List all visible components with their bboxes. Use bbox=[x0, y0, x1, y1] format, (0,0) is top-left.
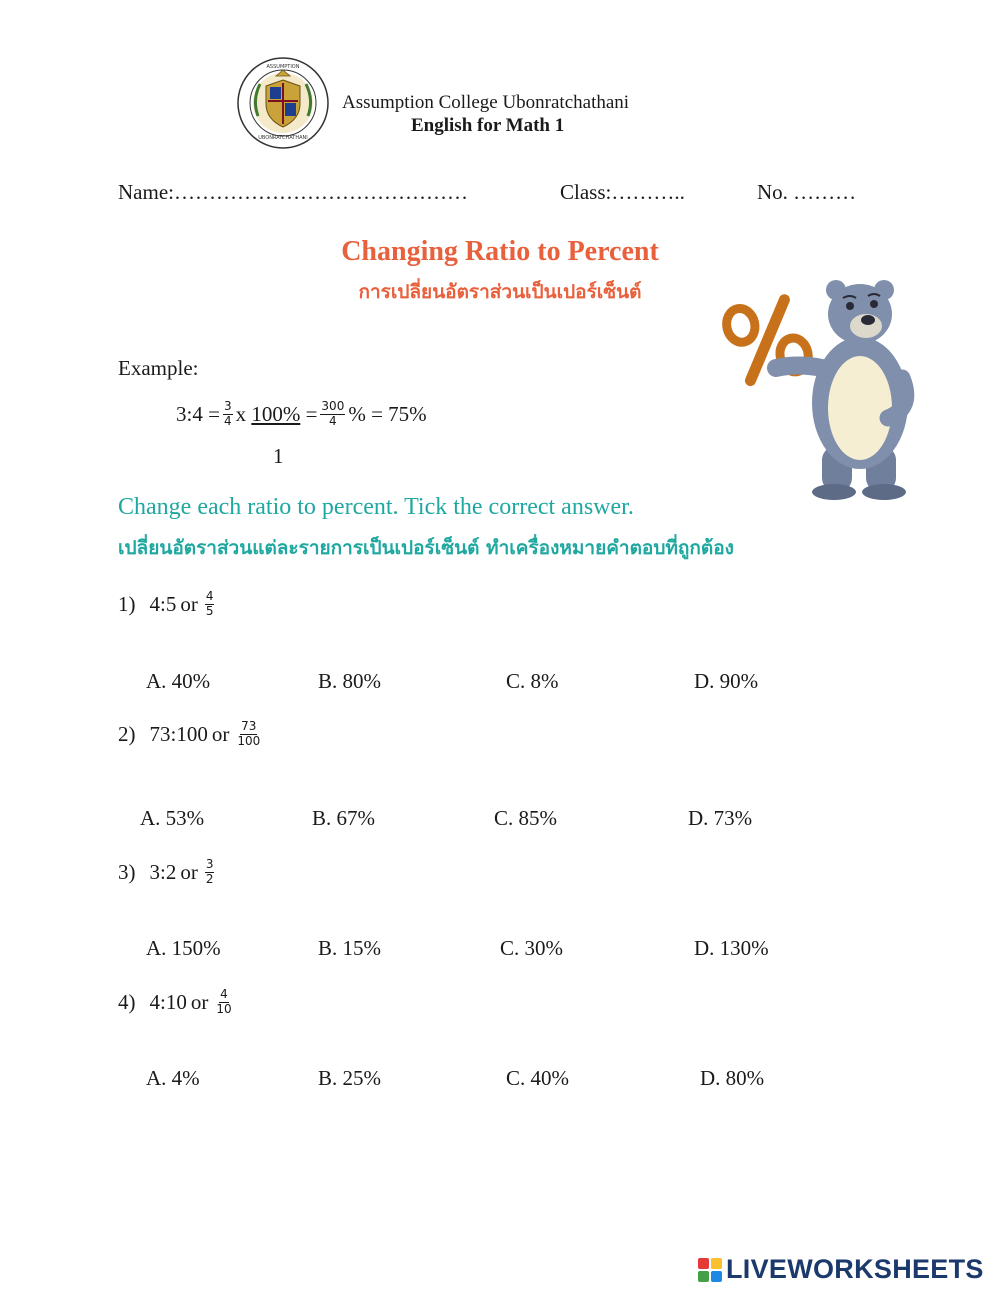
example-result: % = 75% bbox=[348, 401, 427, 426]
question-number: 4) bbox=[118, 989, 136, 1014]
fraction-numerator: 300 bbox=[321, 399, 345, 413]
question-fraction bbox=[215, 988, 232, 1017]
fraction-numerator: 3 bbox=[205, 857, 214, 871]
svg-text:ASSUMPTION: ASSUMPTION bbox=[266, 64, 300, 70]
fraction-denominator: 100 bbox=[237, 733, 261, 748]
class-field[interactable]: Class:……….. bbox=[560, 180, 685, 204]
bear-percent-illustration bbox=[718, 268, 928, 508]
q3-option-c[interactable]: C. 30% bbox=[500, 936, 563, 960]
fraction-numerator: 73 bbox=[241, 719, 257, 733]
q2-option-c[interactable]: C. 85% bbox=[494, 806, 557, 830]
question-fraction bbox=[236, 720, 261, 749]
q2-option-d[interactable]: D. 73% bbox=[688, 806, 753, 830]
question-number: 3) bbox=[118, 859, 136, 884]
school-seal-logo bbox=[236, 56, 330, 150]
q1-option-a[interactable]: A. 40% bbox=[146, 669, 211, 693]
q1-option-b[interactable]: B. 80% bbox=[318, 669, 381, 693]
question-or: or bbox=[180, 859, 198, 884]
question-2 bbox=[118, 720, 264, 749]
q4-option-d[interactable]: D. 80% bbox=[700, 1066, 765, 1090]
fraction-denominator: 4 bbox=[223, 413, 232, 428]
instruction-english: Change each ratio to percent. Tick the correct answer. bbox=[118, 494, 634, 520]
example-fraction-2 bbox=[320, 400, 345, 429]
question-ratio: 3:2 bbox=[149, 859, 177, 884]
question-or: or bbox=[211, 721, 230, 746]
fraction-numerator: 4 bbox=[220, 987, 228, 1001]
example-denominator-one: 1 bbox=[273, 444, 284, 468]
fraction-denominator: 10 bbox=[216, 1001, 232, 1016]
question-fraction bbox=[205, 590, 215, 619]
q4-option-a[interactable]: A. 4% bbox=[146, 1066, 200, 1090]
fraction-numerator: 3 bbox=[223, 399, 232, 413]
liveworksheets-brand-text: LIVEWORKSHEETS bbox=[726, 1254, 984, 1284]
q3-option-d[interactable]: D. 130% bbox=[694, 936, 769, 960]
question-ratio: 73:100 bbox=[149, 721, 208, 746]
example-times: x bbox=[235, 401, 247, 426]
question-or: or bbox=[180, 591, 198, 616]
example-equals: = bbox=[305, 401, 318, 426]
q1-option-d[interactable]: D. 90% bbox=[694, 669, 759, 693]
logo-square-e bbox=[711, 1271, 722, 1282]
liveworksheets-logo[interactable] bbox=[698, 1254, 984, 1285]
logo-square-i bbox=[711, 1258, 722, 1269]
question-ratio: 4:5 bbox=[149, 591, 177, 616]
question-number: 1) bbox=[118, 591, 136, 616]
question-number: 2) bbox=[118, 721, 136, 746]
example-equation bbox=[176, 400, 427, 429]
question-fraction bbox=[205, 858, 215, 887]
fraction-numerator: 4 bbox=[205, 589, 214, 603]
question-4 bbox=[118, 988, 236, 1017]
fraction-denominator: 4 bbox=[329, 413, 337, 428]
question-or: or bbox=[190, 989, 209, 1014]
q4-option-b[interactable]: B. 25% bbox=[318, 1066, 381, 1090]
instruction-thai: เปลี่ยนอัตราส่วนแต่ละรายการเป็นเปอร์เซ็นต์ ทำเครื่องหมายคำตอบที่ถูกต้อง bbox=[118, 537, 734, 559]
name-field[interactable]: Name:…………………………………… bbox=[118, 180, 468, 204]
q4-option-c[interactable]: C. 40% bbox=[506, 1066, 569, 1090]
fraction-denominator: 2 bbox=[205, 871, 214, 886]
example-label: Example: bbox=[118, 356, 199, 380]
svg-text:UBONRATCHATHANI: UBONRATCHATHANI bbox=[258, 135, 308, 141]
example-hundred-percent: 100% bbox=[251, 401, 301, 426]
logo-square-v bbox=[698, 1271, 709, 1282]
question-ratio: 4:10 bbox=[149, 989, 187, 1014]
q3-option-a[interactable]: A. 150% bbox=[146, 936, 221, 960]
example-lhs: 3:4 = bbox=[176, 401, 220, 426]
question-3 bbox=[118, 858, 217, 887]
school-name: Assumption College Ubonratchathani bbox=[342, 92, 630, 113]
q2-option-a[interactable]: A. 53% bbox=[140, 806, 205, 830]
worksheet-title: Changing Ratio to Percent bbox=[341, 236, 659, 267]
q3-option-b[interactable]: B. 15% bbox=[318, 936, 381, 960]
worksheet-subtitle-thai: การเปลี่ยนอัตราส่วนเป็นเปอร์เซ็นต์ bbox=[358, 281, 642, 303]
course-name: English for Math 1 bbox=[411, 115, 565, 136]
question-1 bbox=[118, 590, 217, 619]
fraction-denominator: 5 bbox=[205, 603, 214, 618]
q1-option-c[interactable]: C. 8% bbox=[506, 669, 559, 693]
q2-option-b[interactable]: B. 67% bbox=[312, 806, 375, 830]
liveworksheets-squares-icon bbox=[698, 1258, 722, 1282]
example-fraction-1 bbox=[223, 400, 233, 429]
number-field[interactable]: No. ……… bbox=[757, 180, 857, 204]
logo-square-l bbox=[698, 1258, 709, 1269]
